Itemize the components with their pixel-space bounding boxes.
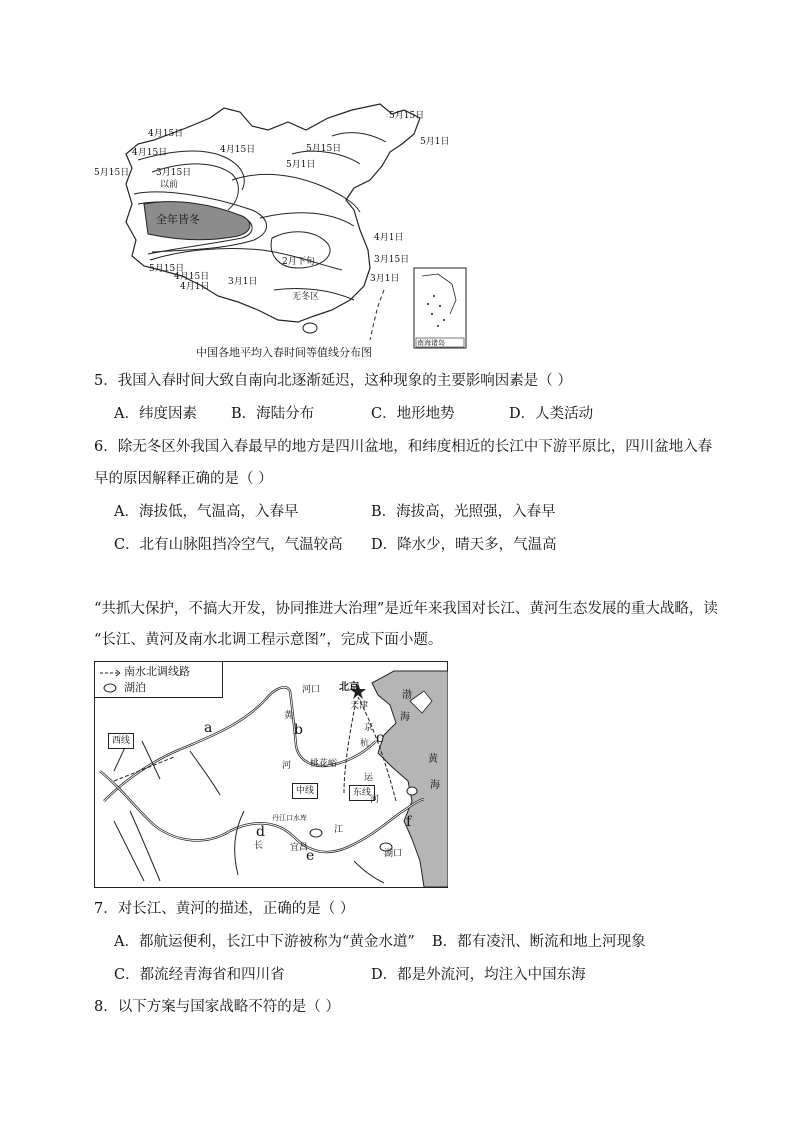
marker-c: c (376, 730, 384, 746)
taohuayu-label: 桃花峪 (310, 759, 338, 769)
intro-line1: “共抓大保护，不搞大开发，协同推进大治理”是近年来我国对长江、黄河生态发展的重大战略，读 (94, 601, 718, 617)
iso-apr15-b: 4月15日 (132, 148, 168, 158)
bohai-label-1: 渤 (402, 690, 412, 701)
east-line-box: 东线 (349, 785, 375, 801)
marker-d: d (256, 824, 265, 840)
iso-apr1-a: 4月1日 (374, 233, 404, 243)
q6-option-c[interactable]: C．北有山脉阻挡冷空气，气温较高 (114, 537, 343, 553)
q5-option-c[interactable]: C．地形地势 (371, 406, 455, 422)
iso-may1-a: 5月1日 (420, 137, 450, 147)
iso-mar1-b: 3月1日 (370, 274, 400, 284)
q6-option-b[interactable]: B．海拔高，光照强，入春早 (371, 504, 556, 520)
huanghai-label-2: 海 (430, 780, 440, 791)
iso-apr15-a: 4月15日 (148, 129, 184, 139)
china-spring-map (92, 100, 474, 360)
west-line-box: 西线 (108, 733, 134, 749)
grand-canal-label-4: 河 (370, 795, 380, 805)
yichang-label: 宜昌 (290, 843, 309, 853)
middle-line-box: 中线 (292, 783, 318, 799)
q6-stem-line1: 6．除无冬区外我国入春最早的地方是四川盆地，和纬度相近的长江中下游平原比，四川盆地入春 (94, 439, 713, 455)
q6-stem-line2: 早的原因解释正确的是（ ） (94, 471, 273, 487)
hukou-label: 湖口 (384, 849, 403, 859)
iso-before: 以前 (160, 180, 179, 190)
beijing-label: 北京 (339, 682, 359, 693)
q7-option-a[interactable]: A．都航运便利，长江中下游被称为“黄金水道” (114, 934, 415, 950)
q8-stem: 8．以下方案与国家战略不符的是（ ） (94, 999, 340, 1015)
yangtze-label-1: 长 (254, 841, 264, 851)
q7-option-c[interactable]: C．都流经青海省和四川省 (114, 967, 285, 983)
yellow-river-label-2: 河 (282, 761, 292, 771)
marker-e: e (306, 848, 315, 864)
marker-b: b (294, 722, 303, 738)
bohai-label-2: 海 (400, 712, 410, 723)
iso-may15-b: 5月15日 (306, 144, 342, 154)
yellow-river-label-1: 黄 (284, 711, 294, 721)
hekou-label: 河口 (302, 685, 321, 695)
danjiangkou-label: 丹江口水库 (272, 814, 307, 822)
q5-option-b[interactable]: B．海陆分布 (231, 406, 315, 422)
iso-apr15-c: 4月15日 (220, 145, 256, 155)
all-winter-label: 全年皆冬 (156, 213, 200, 226)
china-map-drawing (92, 100, 474, 360)
marker-f: f (406, 814, 412, 830)
iso-mar15-b: 3月15日 (374, 255, 410, 265)
q5-stem: 5．我国入春时间大致自南向北逐渐延迟，这种现象的主要影响因素是（ ） (94, 373, 572, 389)
iso-mar15-before: 3月15日 (156, 168, 192, 178)
huanghai-label-1: 黄 (428, 754, 438, 765)
no-winter-label: 无冬区 (292, 292, 320, 302)
iso-may15-a: 5月15日 (389, 111, 425, 121)
grand-canal-label-1: 京 (364, 723, 374, 733)
q6-option-a[interactable]: A．海拔低，气温高，入春早 (114, 504, 299, 520)
q6-option-d[interactable]: D．降水少，晴天多，气温高 (371, 537, 557, 553)
rivers-water-diversion-map (94, 661, 448, 888)
q7-option-d[interactable]: D．都是外流河，均注入中国东海 (371, 967, 586, 983)
tianjin-label: 天津 (350, 701, 369, 711)
iso-feb-late: 2月下旬 (282, 257, 315, 267)
marker-a: a (204, 720, 213, 736)
inset-label: 南海诸岛 (417, 339, 445, 347)
q5-option-a[interactable]: A．纬度因素 (114, 406, 197, 422)
iso-apr1-b: 4月1日 (180, 282, 210, 292)
q5-option-d[interactable]: D．人类活动 (509, 406, 594, 422)
q7-option-b[interactable]: B．都有凌汛、断流和地上河现象 (432, 934, 646, 950)
iso-mar1-a: 3月1日 (228, 277, 258, 287)
iso-apr15-d: 4月15日 (174, 272, 210, 282)
grand-canal-label-3: 运 (364, 773, 374, 783)
q7-stem: 7．对长江、黄河的描述，正确的是（ ） (94, 901, 355, 917)
iso-may15-c: 5月15日 (94, 168, 130, 178)
iso-may1-b: 5月1日 (286, 160, 316, 170)
map1-caption: 中国各地平均入春时间等值线分布图 (196, 346, 372, 359)
grand-canal-label-2: 杭 (360, 739, 370, 749)
iso-may15-d: 5月15日 (149, 264, 185, 274)
legend-lake-label: 湖泊 (124, 681, 146, 694)
yangtze-label-2: 江 (334, 825, 344, 835)
intro-line2: “长江、黄河及南水北调工程示意图”，完成下面小题。 (94, 632, 443, 648)
legend-route-label: 南水北调线路 (124, 665, 190, 678)
